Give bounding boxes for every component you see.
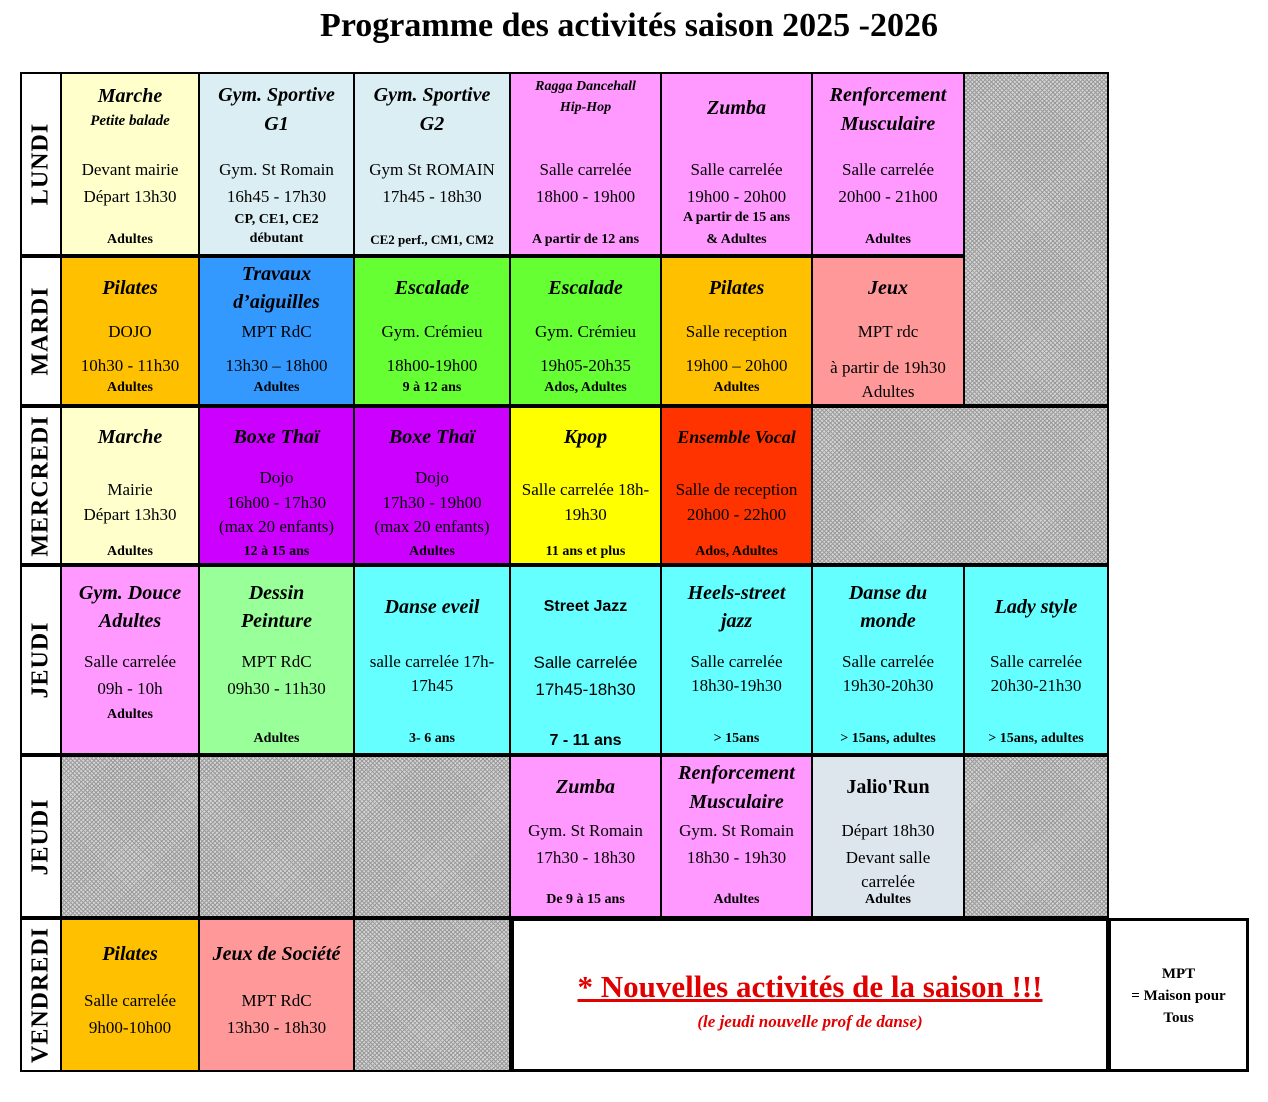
activity-location: Départ 18h30 bbox=[841, 821, 935, 840]
activity-time: 18h00 - 19h00 bbox=[535, 187, 636, 206]
activity-public: Adultes bbox=[253, 731, 300, 746]
activity-location: salle carrelée 17h- bbox=[369, 652, 495, 671]
activity-title: Danse du bbox=[848, 582, 928, 604]
day-text: MERCREDI bbox=[27, 414, 54, 557]
activity-public: Adultes bbox=[253, 380, 300, 395]
activity-public: 11 ans et plus bbox=[545, 544, 626, 559]
activity-time: 13h30 – 18h00 bbox=[225, 356, 328, 375]
activity-time: 19h00 – 20h00 bbox=[685, 356, 788, 375]
activity-gym-sportive-g1[interactable] bbox=[198, 72, 355, 256]
activity-title: Jalio'Run bbox=[846, 776, 930, 798]
activity-time: 16h45 - 17h30 bbox=[226, 187, 327, 206]
activity-public: 3- 6 ans bbox=[409, 731, 455, 746]
activity-title: Jeux de Société bbox=[212, 943, 341, 965]
activity-location: MPT RdC bbox=[241, 991, 312, 1010]
activity-time: 20h00 - 21h00 bbox=[838, 187, 938, 206]
activity-boxe-thai-2[interactable] bbox=[353, 406, 511, 565]
activity-title: Gym. Sportive bbox=[218, 84, 335, 106]
day-text: JEUDI bbox=[27, 621, 54, 699]
activity-location: Dojo bbox=[415, 468, 449, 487]
activity-title: Boxe Thaï bbox=[388, 426, 476, 448]
activity-public: Adultes bbox=[865, 232, 911, 247]
new-activities-note bbox=[511, 918, 1109, 1072]
activity-public: 12 à 15 ans bbox=[243, 544, 310, 559]
activity-title: Ragga Dancehall bbox=[535, 79, 636, 94]
activity-pilates-mardi-soir[interactable] bbox=[660, 256, 813, 406]
activity-zumba-jeudi[interactable] bbox=[509, 755, 662, 918]
activity-public: Ados, Adultes bbox=[544, 380, 627, 395]
day-label-mardi bbox=[20, 256, 62, 406]
activity-public: A partir de 12 ans bbox=[531, 232, 640, 247]
empty-slot bbox=[60, 755, 200, 918]
activity-location: Salle carrelée bbox=[533, 653, 638, 672]
activity-time: Devant salle bbox=[845, 848, 931, 867]
activity-location: MPT RdC bbox=[241, 322, 312, 341]
activity-location: Salle carrelée bbox=[690, 652, 783, 671]
empty-slot bbox=[811, 406, 1109, 565]
mpt-legend bbox=[1108, 918, 1249, 1072]
activity-location: Gym. St Romain bbox=[528, 821, 643, 840]
activity-gym-douce[interactable] bbox=[60, 565, 200, 755]
activity-title-line2: d’aiguilles bbox=[233, 291, 320, 313]
activity-time: 17h45 bbox=[410, 676, 454, 695]
day-label-vendredi bbox=[20, 918, 62, 1072]
activity-location: Salle carrelée bbox=[989, 652, 1082, 671]
activity-title-line2: Hip-Hop bbox=[559, 100, 612, 115]
activity-title: Renforcement bbox=[829, 84, 947, 106]
activity-location: Salle carrelée 18h- bbox=[521, 480, 650, 499]
activity-title-line2: Adultes bbox=[98, 610, 162, 632]
activity-jeux-de-societe[interactable] bbox=[198, 918, 355, 1072]
activity-time: 20h00 - 22h00 bbox=[686, 505, 787, 524]
activity-location: Salle carrelée bbox=[690, 160, 783, 179]
activity-title: Danse eveil bbox=[384, 596, 480, 618]
activity-subtitle: Petite balade bbox=[90, 113, 170, 129]
schedule-grid bbox=[20, 72, 1110, 1072]
page-title: Programme des activités saison 2025 -2026 bbox=[320, 7, 938, 44]
activity-gym-sportive-g2[interactable] bbox=[353, 72, 511, 256]
activity-time: 09h30 - 11h30 bbox=[227, 679, 326, 698]
activity-time: 9h00-10h00 bbox=[88, 1018, 172, 1037]
empty-slot bbox=[963, 755, 1109, 918]
activity-location: DOJO bbox=[108, 322, 152, 341]
activity-location: Gym. Crémieu bbox=[534, 322, 637, 341]
activity-time: 17h30 - 19h00 bbox=[382, 493, 482, 512]
activity-public: Adultes bbox=[107, 232, 153, 247]
activity-title-line2: Peinture bbox=[240, 610, 313, 632]
activity-kpop[interactable] bbox=[509, 406, 662, 565]
activity-location: Mairie bbox=[107, 480, 153, 499]
activity-title: Zumba bbox=[556, 776, 615, 798]
activity-public: 9 à 12 ans bbox=[402, 380, 462, 395]
activity-location: Dojo bbox=[259, 468, 294, 487]
activity-time: 17h45-18h30 bbox=[535, 680, 636, 699]
activity-ragga-dancehall[interactable] bbox=[509, 72, 662, 256]
activity-renforcement-jeudi[interactable] bbox=[660, 755, 813, 918]
empty-slot bbox=[963, 72, 1109, 406]
activity-time: 17h30 - 18h30 bbox=[535, 848, 636, 867]
activity-title: Heels-street bbox=[687, 582, 786, 604]
activity-time: 13h30 - 18h30 bbox=[226, 1018, 327, 1037]
activity-public: Adultes bbox=[409, 544, 455, 559]
day-label-jeudi-1 bbox=[20, 565, 62, 755]
activity-jeux-mardi[interactable] bbox=[811, 256, 965, 406]
activity-title: Pilates bbox=[708, 277, 765, 299]
activity-time: 20h30-21h30 bbox=[990, 676, 1082, 695]
activity-title: Pilates bbox=[102, 277, 158, 299]
activity-boxe-thai-1[interactable] bbox=[198, 406, 355, 565]
activity-public-line2: & Adultes bbox=[706, 232, 767, 247]
activity-location: Gym. St Romain bbox=[679, 821, 794, 840]
activity-public-line2: débutant bbox=[249, 231, 304, 246]
activity-title-line2: jazz bbox=[720, 610, 753, 632]
activity-public: > 15ans bbox=[713, 731, 760, 746]
activity-title: Marche bbox=[97, 426, 163, 448]
activity-time: 19h30-20h30 bbox=[842, 676, 934, 695]
activity-public: Adultes bbox=[861, 382, 915, 401]
activity-location: Gym. Crémieu bbox=[381, 322, 483, 341]
activity-time: 16h00 - 17h30 bbox=[226, 493, 327, 512]
activity-jalio-run[interactable] bbox=[811, 755, 965, 918]
activity-public: Adultes bbox=[865, 892, 911, 907]
note-main-text: * Nouvelles activités de la saison !!! bbox=[577, 969, 1043, 1004]
activity-extra: (max 20 enfants) bbox=[218, 517, 335, 536]
activity-time: 18h00-19h00 bbox=[386, 356, 478, 375]
legend-line-2: = Maison pour bbox=[1131, 988, 1226, 1004]
activity-location: Gym St ROMAIN bbox=[369, 160, 495, 179]
legend-line-3: Tous bbox=[1163, 1010, 1194, 1026]
activity-ensemble-vocal[interactable] bbox=[660, 406, 813, 565]
activity-title-line2: G2 bbox=[419, 113, 445, 135]
activity-location: MPT RdC bbox=[241, 652, 312, 671]
activity-time: 19h30 bbox=[564, 505, 607, 524]
activity-public: > 15ans, adultes bbox=[840, 731, 936, 746]
empty-slot bbox=[353, 755, 511, 918]
activity-danse-du-monde[interactable] bbox=[811, 565, 965, 755]
activity-location: MPT rdc bbox=[857, 322, 919, 341]
day-label-jeudi-2 bbox=[20, 755, 62, 918]
activity-location: Gym. St Romain bbox=[219, 160, 334, 179]
note-sub-text: (le jeudi nouvelle prof de danse) bbox=[697, 1012, 923, 1031]
activity-location: Salle carrelée bbox=[83, 652, 176, 671]
activity-title: Travaux bbox=[241, 263, 312, 285]
activity-location: Salle de reception bbox=[675, 480, 798, 499]
activity-time: 10h30 - 11h30 bbox=[80, 356, 180, 375]
day-text: JEUDI bbox=[27, 797, 54, 876]
activity-title: Lady style bbox=[994, 596, 1078, 618]
activity-title: Street Jazz bbox=[543, 598, 628, 615]
day-text: VENDREDI bbox=[27, 926, 54, 1064]
activity-lady-style[interactable] bbox=[963, 565, 1109, 755]
activity-title: Escalade bbox=[548, 277, 623, 299]
activity-public: Adultes bbox=[713, 380, 760, 395]
activity-title: Ensemble Vocal bbox=[677, 427, 796, 447]
activity-public: A partir de 15 ans bbox=[682, 210, 791, 225]
activity-travaux-aiguilles[interactable] bbox=[198, 256, 355, 406]
activity-time: 18h30-19h30 bbox=[691, 676, 782, 695]
day-label-lundi bbox=[20, 72, 62, 256]
day-text: LUNDI bbox=[27, 122, 54, 206]
activity-time: à partir de 19h30 bbox=[830, 358, 946, 377]
activity-public: CP, CE1, CE2 bbox=[234, 212, 319, 227]
day-text: MARDI bbox=[27, 286, 54, 376]
activity-public: 7 - 11 ans bbox=[549, 732, 622, 749]
activity-title-line2: Musculaire bbox=[689, 791, 784, 813]
activity-public: Adultes bbox=[107, 707, 153, 722]
activity-location: Salle reception bbox=[685, 322, 788, 341]
activity-street-jazz[interactable] bbox=[509, 565, 662, 755]
activity-title-line2: G1 bbox=[264, 113, 289, 135]
activity-danse-eveil[interactable] bbox=[353, 565, 511, 755]
empty-slot bbox=[353, 918, 511, 1072]
activity-title: Escalade bbox=[394, 277, 470, 299]
activity-dessin-peinture[interactable] bbox=[198, 565, 355, 755]
activity-location: Salle carrelée bbox=[539, 160, 632, 179]
activity-title: Gym. Sportive bbox=[373, 84, 491, 106]
activity-title-line2: Musculaire bbox=[840, 113, 936, 135]
legend-line-1: MPT bbox=[1161, 966, 1196, 982]
activity-title: Marche bbox=[97, 85, 163, 107]
activity-public: Ados, Adultes bbox=[695, 544, 778, 559]
activity-public: Adultes bbox=[713, 892, 760, 907]
activity-extra: carrelée bbox=[861, 872, 915, 891]
activity-title: Gym. Douce bbox=[78, 582, 182, 604]
activity-title: Kpop bbox=[563, 426, 608, 448]
activity-title: Renforcement bbox=[678, 762, 795, 784]
empty-slot bbox=[198, 755, 355, 918]
activity-public: > 15ans, adultes bbox=[988, 731, 1084, 746]
activity-escalade-2[interactable] bbox=[509, 256, 662, 406]
activity-title: Dessin bbox=[248, 582, 305, 604]
activity-location: Salle carrelée bbox=[83, 991, 176, 1010]
activity-title: Zumba bbox=[707, 97, 766, 119]
activity-pilates-vendredi[interactable] bbox=[60, 918, 200, 1072]
activity-time: 19h00 - 20h00 bbox=[686, 187, 787, 206]
activity-time: 17h45 - 18h30 bbox=[382, 187, 482, 206]
activity-pilates-mardi[interactable] bbox=[60, 256, 200, 406]
activity-zumba-lundi[interactable] bbox=[660, 72, 813, 256]
day-label-mercredi bbox=[20, 406, 62, 565]
activity-title: Pilates bbox=[102, 943, 158, 965]
activity-time: Départ 13h30 bbox=[83, 505, 177, 524]
activity-public: Adultes bbox=[107, 544, 153, 559]
activity-title: Jeux bbox=[868, 277, 908, 299]
activity-location: Salle carrelée bbox=[841, 652, 934, 671]
activity-time: Départ 13h30 bbox=[83, 187, 177, 206]
activity-marche-lundi[interactable] bbox=[60, 72, 200, 256]
activity-public: De 9 à 15 ans bbox=[546, 892, 625, 907]
activity-renforcement-lundi[interactable] bbox=[811, 72, 965, 256]
activity-marche-mercredi[interactable] bbox=[60, 406, 200, 565]
activity-location: Salle carrelée bbox=[841, 160, 934, 179]
activity-time: 18h30 - 19h30 bbox=[686, 848, 787, 867]
activity-heels-street-jazz[interactable] bbox=[660, 565, 813, 755]
activity-location: Devant mairie bbox=[81, 160, 179, 179]
activity-escalade-1[interactable] bbox=[353, 256, 511, 406]
activity-extra: (max 20 enfants) bbox=[374, 517, 490, 536]
activity-title: Boxe Thaï bbox=[233, 426, 320, 448]
activity-public: Adultes bbox=[107, 380, 153, 395]
activity-title-line2: monde bbox=[860, 610, 916, 632]
activity-time: 19h05-20h35 bbox=[540, 356, 631, 375]
activity-public: CE2 perf., CM1, CM2 bbox=[370, 232, 494, 247]
activity-time: 09h - 10h bbox=[97, 679, 163, 698]
